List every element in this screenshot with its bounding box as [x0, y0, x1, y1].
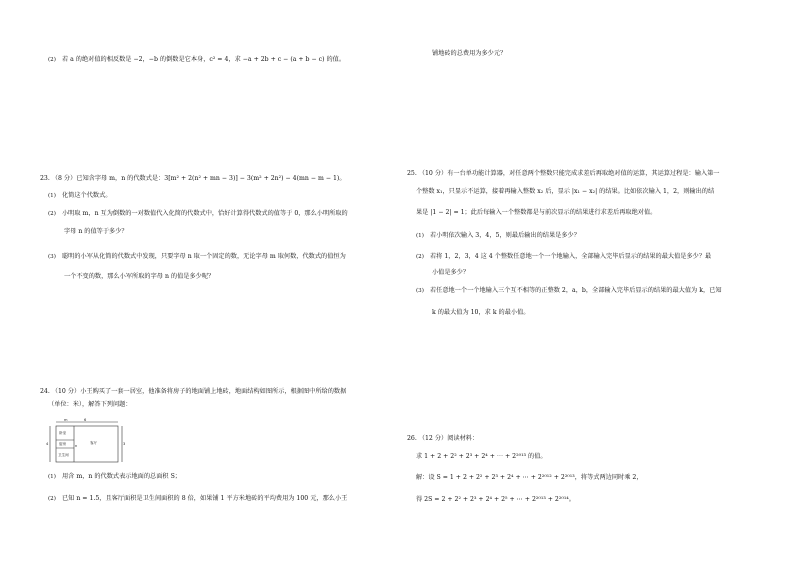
q25-part1-num: (1): [416, 233, 424, 239]
fig-bath-label: 卫生间: [58, 453, 69, 457]
q25-part3-cont: k 的最大值为 10，求 k 的最小值。: [432, 309, 530, 316]
q24-part1: [48, 474, 181, 481]
q24-part2: [48, 496, 347, 503]
fig-dim-m: m: [64, 418, 68, 422]
q23-part1-text: 化简这个代数式。: [62, 192, 112, 199]
q24-title: 24. （10 分）小王购买了一套一居室，他准备将房子的地面铺上地砖，地面结构如图所示，根据图中所给的数据: [40, 388, 347, 395]
fig-bedroom-label: 卧室: [59, 431, 67, 435]
q25-part3-text: 若任意地一个一个地输入三个互不相等的正整数 2，a，b，全部输入完毕后显示的结果的最大值为 k，已知: [430, 287, 722, 294]
q25-title: 25. （10 分）有一台单功能计算器，对任意两个整数只能完成求差后再取绝对值的运算，其运算过程是：输入第一: [407, 170, 720, 177]
fig-kitchen-label: 厨房: [59, 442, 67, 446]
q23-part3-cont: 一个不变的数，那么小军所取的字母 n 的值是多少呢？: [64, 273, 215, 280]
q23-part1: [48, 193, 112, 200]
q23-part1-num: (1): [48, 193, 56, 199]
fig-dim-left: 4: [46, 442, 49, 446]
fig-dim-top: 6: [84, 418, 87, 422]
q25-part2-text: 若将 1，2，3，4 这 4 个整数任意地一个一个地输入，全部输入完毕后显示的结果的最大值是多少？最: [430, 253, 712, 260]
fig-dim-n: n: [75, 444, 78, 448]
q23-part2: [48, 211, 348, 218]
q24-part1-num: (1): [48, 474, 56, 480]
q24-part2-num: (2): [48, 496, 56, 502]
q23-part3: [48, 254, 346, 261]
q24-title-cont: （单位：米），解答下列问题：: [48, 401, 132, 408]
q25-part2: [416, 254, 711, 261]
q25-part2-cont: 小值是多少？: [432, 269, 470, 276]
q23-part3-text: 聪明的小军从化简的代数式中发现，只要字母 n 取一个固定的数，无论字母 m 取何数，代数式的值恒为: [62, 253, 346, 260]
q24-continuation: 铺地砖的总费用为多少元？: [432, 50, 507, 57]
q26-line2: 解：设 S = 1 + 2 + 2² + 2³ + 2⁴ + ⋯ + 2²⁰¹² + 2²⁰¹³，将等式两边同时乘 2，: [416, 474, 643, 481]
right-column: [397, 0, 794, 562]
q25-line3: 果是 |1 − 2| = 1；此后每输入一个整数都是与前次显示的结果进行求差后再取绝对值。: [416, 209, 657, 216]
fig-living-label: 客厅: [90, 441, 98, 445]
floor-plan-figure: [44, 418, 126, 466]
q23-part3-num: (3): [48, 254, 56, 260]
q23-title: 23. （8 分）已知含字母 m，n 的代数式是：3[m² + 2(n² + mn − 3)] − 3(m² + 2n²) − 4(mn − m − 1)。: [40, 175, 346, 182]
q25-part2-num: (2): [416, 254, 424, 260]
q26-line3: 得 2S = 2 + 2² + 2³ + 2⁴ + 2⁵ + ⋯ + 2²⁰¹³ + 2²⁰¹⁴。: [416, 496, 575, 503]
q22-part2-text: 若 a 的绝对值的相反数是 −2，−b 的倒数是它本身，c² = 4，求 −a + 2b + c − (a + b − c) 的值。: [62, 56, 346, 63]
q25-part3: [416, 288, 722, 295]
q23-part2-cont: 字母 n 的值等于多少？: [64, 228, 128, 235]
q22-part2: [48, 57, 345, 64]
q22-part2-num: (2): [48, 57, 56, 63]
q24-part1-text: 用含 m，n 的代数式表示地面的总面积 S；: [62, 473, 181, 480]
q23-part2-num: (2): [48, 211, 56, 217]
fig-dim-right: 3: [123, 442, 126, 446]
q25-part3-num: (3): [416, 288, 424, 294]
q25-part1: [416, 233, 580, 240]
q26-line1: 求 1 + 2 + 2² + 2³ + 2⁴ + ⋯ + 2²⁰¹³ 的值。: [416, 453, 547, 460]
q24-part2-text: 已知 n = 1.5，且客厅面积是卫生间面积的 8 倍，如果铺 1 平方米地砖的平均费用为 100 元，那么小王: [62, 495, 348, 502]
q25-part1-text: 若小明依次输入 3，4，5，则最后输出的结果是多少？: [430, 232, 580, 239]
q26-title: 26. （12 分）阅读材料：: [407, 435, 479, 442]
q25-line2: 个整数 x₁，只显示不运算，接着再输入整数 x₂ 后，显示 |x₁ − x₂| 的结果。比如依次输入 1，2，则输出的结: [416, 188, 715, 195]
q23-part2-text: 小明取 m，n 互为倒数的一对数值代入化简的代数式中，恰好计算得代数式的值等于 0，那么小明所取的: [62, 210, 348, 217]
